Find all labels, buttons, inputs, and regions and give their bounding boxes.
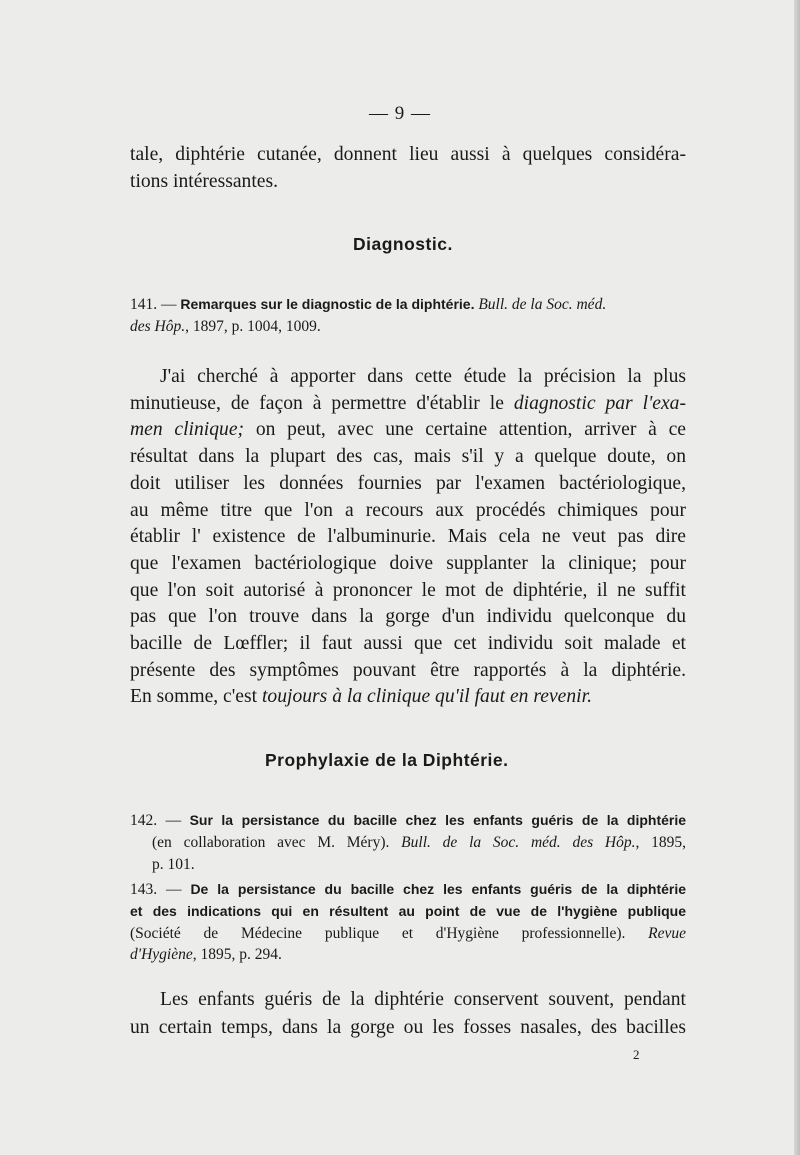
ref-141-dash: — — [161, 296, 181, 313]
intro-paragraph — [130, 141, 686, 195]
para1-line-8: que l'examen bactériologique doive supplanter la clinique; pour — [130, 552, 686, 574]
para2-line-1: Les enfants guéris de la diphtérie conservent souvent, pendant — [160, 989, 686, 1010]
signature-mark: 2 — [633, 1047, 640, 1062]
intro-line-1: tale, diphtérie cutanée, donnent lieu aussi à quelques considéra- — [130, 144, 686, 165]
para1-line-1: J'ai cherché à apporter dans cette étude la précision la plus — [160, 366, 686, 387]
ref-143-title-2: et des indications qui en résultent au point de vue de l'hygiène publique — [130, 902, 686, 919]
para1-line-6: au même titre que l'on a recours aux procédés chimiques pour — [130, 499, 686, 521]
ref-143-number: 143. — [130, 881, 158, 898]
ref-142-collab: (en collaboration avec M. Méry). — [152, 833, 390, 851]
para1-line-11: bacille de Lœffler; il faut aussi que cet individu soit malade et — [130, 633, 686, 655]
ref-143-journal-2: d'Hygiène — [130, 946, 193, 964]
ref-142-dash: — — [165, 812, 190, 829]
paragraph-prophylaxie — [130, 986, 686, 1042]
ref-142-title: Sur la persistance du bacille chez les enfants guéris de la diphtérie — [189, 812, 687, 828]
ref-142-number: 142. — [130, 812, 158, 829]
ref-141-details: , 1897, p. 1004, 1009. — [185, 317, 321, 335]
page-edge-shadow — [794, 0, 800, 1155]
para1-line-13 — [130, 684, 686, 711]
para1-line-2-italic: diagnostic par l'exa- — [513, 392, 686, 414]
ref-143-title-1: De la persistance du bacille chez les enfants guéris de la diphtérie — [190, 881, 687, 897]
ref-141-journal: Bull. de la Soc. méd. — [478, 296, 607, 313]
page-number: — 9 — — [369, 103, 431, 124]
para2-line-2: un certain temps, dans la gorge ou les fosses nasales, des bacilles — [130, 1017, 686, 1038]
para1-line-4: résultat dans la plupart des cas, mais s'il y a quelque doute, on — [130, 446, 686, 468]
ref-143-journal: Revue — [648, 924, 687, 942]
reference-143 — [130, 879, 686, 966]
para1-line-3-italic: men clinique; — [130, 419, 245, 441]
paragraph-diagnostic — [130, 364, 686, 711]
ref-143-details: , 1895, p. 294. — [192, 946, 282, 964]
intro-line-2: tions intéressantes. — [130, 171, 279, 192]
para1-line-5: doit utiliser les données fournies par l'examen bactériologique, — [130, 472, 686, 494]
ref-142-details: , 1895, — [635, 833, 687, 851]
para1-line-10: pas que l'on trouve dans la gorge d'un individu quelconque du — [130, 606, 686, 628]
para1-line-3 — [130, 417, 686, 444]
ref-143-society: (Société de Médecine publique et d'Hygiène professionnelle). — [130, 924, 626, 942]
ref-142-journal: Bull. de la Soc. méd. des Hôp. — [401, 833, 636, 851]
ref-141-title: Remarques sur le diagnostic de la diphtérie. — [180, 296, 475, 312]
ref-141-journal-2: des Hôp. — [130, 317, 186, 335]
para1-line-7: établir l' existence de l'albuminurie. Mais cela ne veut pas dire — [130, 526, 686, 548]
para1-line-3-text: on peut, avec une certaine attention, arriver à ce — [255, 419, 687, 441]
heading-prophylaxie: Prophylaxie de la Diphtérie. — [265, 750, 509, 770]
para1-line-2-text: minutieuse, de façon à permettre d'établir le — [130, 392, 504, 414]
para1-line-13-italic: toujours à la clinique qu'il faut en revenir. — [261, 686, 592, 708]
para1-line-9: que l'on soit autorisé à prononcer le mot de diphtérie, il ne suffit — [130, 579, 686, 601]
ref-141-number: 141. — [130, 296, 158, 313]
para1-line-2 — [130, 391, 686, 418]
para1-line-13-text: En somme, c'est — [130, 686, 258, 708]
reference-142 — [130, 810, 686, 875]
ref-143-dash: — — [166, 881, 191, 898]
ref-142-pages: p. 101. — [152, 855, 195, 873]
heading-diagnostic: Diagnostic. — [353, 234, 453, 254]
reference-141 — [130, 294, 686, 338]
para1-line-12: présente des symptômes pouvant être rapportés à la diphtérie. — [130, 659, 686, 681]
